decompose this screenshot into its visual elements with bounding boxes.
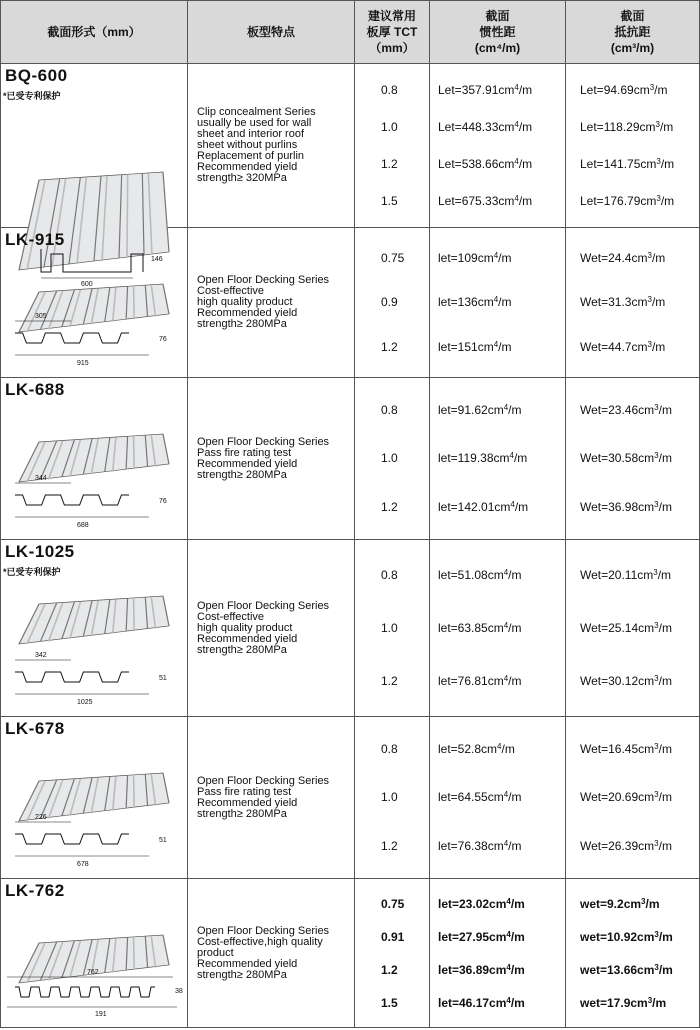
features-text: Open Floor Decking Series Cost-effective high quality product Recommended yield strength≥ 280MPa xyxy=(188,228,355,378)
thickness-value: 0.9 xyxy=(381,295,398,310)
features-text: Clip concealment Series usually be used for wall sheet and interior roof sheet without purlins Replacement of purlin Recommended yield strength≥ 320MPa xyxy=(188,64,355,228)
modulus-value: $wet=17.9cm^3/m$ xyxy=(580,995,667,1010)
product-row xyxy=(1,540,700,717)
header-inertia-l2: 惯性距 xyxy=(479,25,516,39)
product-row xyxy=(1,228,700,378)
profile-cell xyxy=(1,378,188,540)
dimension-label: 146 xyxy=(151,256,163,263)
thickness-value: 0.8 xyxy=(381,83,398,98)
dimension-label: 226 xyxy=(35,814,47,821)
profile-cell xyxy=(1,879,188,1028)
header-thickness-l1: 建议常用 xyxy=(367,9,416,23)
thickness-value: 1.0 xyxy=(381,451,398,466)
spec-table-body xyxy=(1,64,700,1028)
profile-cell xyxy=(1,540,188,717)
modulus-cell xyxy=(566,540,700,717)
inertia-value: $let=36.89cm^4/m$ xyxy=(438,962,525,977)
inertia-value: $Let=448.33cm^4/m$ xyxy=(438,120,533,135)
header-features: 板型特点 xyxy=(188,1,355,64)
modulus-value: $Let=176.79cm^3/m$ xyxy=(580,193,675,208)
modulus-value: $Wet=44.7cm^3/m$ xyxy=(580,339,666,354)
header-modulus-l3: (cm³/m) xyxy=(610,41,655,55)
modulus-cell xyxy=(566,717,700,879)
features-text: Open Floor Decking Series Pass fire rating test Recommended yield strength≥ 280MPa xyxy=(188,717,355,879)
thickness-value: 1.2 xyxy=(381,499,398,514)
thickness-value: 0.8 xyxy=(381,403,398,418)
dimension-label: 191 xyxy=(95,1011,107,1018)
modulus-cell xyxy=(566,228,700,378)
modulus-value: $Wet=16.45cm^3/m$ xyxy=(580,742,672,757)
modulus-value: $Wet=25.14cm^3/m$ xyxy=(580,620,672,635)
modulus-value: $Wet=26.39cm^3/m$ xyxy=(580,838,672,853)
inertia-value: $let=76.81cm^4/m$ xyxy=(438,674,522,689)
inertia-value: $let=142.01cm^4/m$ xyxy=(438,499,529,514)
dimension-label: 76 xyxy=(159,336,167,343)
modulus-value: $Wet=20.69cm^3/m$ xyxy=(580,790,672,805)
product-name: LK-688 xyxy=(5,380,65,399)
header-modulus xyxy=(566,1,700,64)
inertia-value: $let=46.17cm^4/m$ xyxy=(438,995,525,1010)
thickness-value: 1.5 xyxy=(381,193,398,208)
inertia-cell xyxy=(430,378,566,540)
modulus-value: $Wet=24.4cm^3/m$ xyxy=(580,251,666,266)
header-modulus-l2: 抵抗距 xyxy=(614,25,651,39)
thickness-value: 0.8 xyxy=(381,742,398,757)
inertia-cell xyxy=(430,879,566,1028)
modulus-cell xyxy=(566,879,700,1028)
dimension-label: 1025 xyxy=(77,699,93,706)
inertia-cell xyxy=(430,228,566,378)
header-inertia-l3: (cm⁴/m) xyxy=(474,41,521,55)
inertia-value: $let=151cm^4/m$ xyxy=(438,339,512,354)
product-row xyxy=(1,879,700,1028)
dimension-label: 305 xyxy=(35,313,47,320)
inertia-value: $let=27.95cm^4/m$ xyxy=(438,929,525,944)
modulus-cell xyxy=(566,64,700,228)
inertia-cell xyxy=(430,64,566,228)
inertia-value: $let=76.38cm^4/m$ xyxy=(438,838,522,853)
modulus-value: $Wet=31.3cm^3/m$ xyxy=(580,295,666,310)
patent-note: *已受专利保护 xyxy=(3,567,61,577)
thickness-value: 1.5 xyxy=(381,995,398,1010)
features-text: Open Floor Decking Series Cost-effective high quality product Recommended yield strength≥ 280MPa xyxy=(188,540,355,717)
dimension-label: 600 xyxy=(81,281,93,288)
thickness-value: 1.2 xyxy=(381,674,398,689)
inertia-value: $let=119.38cm^4/m$ xyxy=(438,451,528,466)
thickness-cell xyxy=(355,717,430,879)
product-name: LK-1025 xyxy=(5,542,75,561)
product-row xyxy=(1,717,700,879)
features-text: Open Floor Decking Series Cost-effective,high quality product Recommended yield strength≥ 280MPa xyxy=(188,879,355,1028)
inertia-value: $Let=538.66cm^4/m$ xyxy=(438,156,533,171)
dimension-label: 76 xyxy=(159,498,167,505)
thickness-cell xyxy=(355,64,430,228)
inertia-value: $let=109cm^4/m$ xyxy=(438,251,512,266)
modulus-value: $Wet=30.58cm^3/m$ xyxy=(580,451,672,466)
patent-note: *已受专利保护 xyxy=(3,91,61,101)
profile-cell xyxy=(1,717,188,879)
dimension-label: 51 xyxy=(159,675,167,682)
thickness-value: 0.91 xyxy=(381,929,405,944)
header-row xyxy=(1,1,700,64)
inertia-value: $Let=675.33cm^4/m$ xyxy=(438,193,533,208)
inertia-value: $Let=357.91cm^4/m$ xyxy=(438,83,533,98)
thickness-cell xyxy=(355,540,430,717)
inertia-value: $let=91.62cm^4/m$ xyxy=(438,403,522,418)
thickness-value: 1.2 xyxy=(381,156,398,171)
inertia-value: $let=63.85cm^4/m$ xyxy=(438,620,522,635)
modulus-value: $Wet=30.12cm^3/m$ xyxy=(580,674,672,689)
inertia-value: $let=136cm^4/m$ xyxy=(438,295,512,310)
thickness-value: 1.2 xyxy=(381,838,398,853)
modulus-value: $Wet=23.46cm^3/m$ xyxy=(580,403,672,418)
product-name: LK-915 xyxy=(5,230,65,249)
thickness-value: 1.0 xyxy=(381,120,398,135)
dimension-label: 762 xyxy=(87,969,99,976)
dimension-label: 678 xyxy=(77,861,89,868)
thickness-value: 0.75 xyxy=(381,896,405,911)
inertia-value: $let=52.8cm^4/m$ xyxy=(438,742,515,757)
thickness-value: 0.8 xyxy=(381,567,398,582)
thickness-value: 1.0 xyxy=(381,620,398,635)
thickness-value: 1.2 xyxy=(381,339,398,354)
dimension-label: 688 xyxy=(77,522,89,529)
dimension-label: 915 xyxy=(77,360,89,367)
dimension-label: 342 xyxy=(35,652,47,659)
modulus-cell xyxy=(566,378,700,540)
product-name: LK-762 xyxy=(5,881,65,900)
modulus-value: $Wet=36.98cm^3/m$ xyxy=(580,499,672,514)
modulus-value: $Let=118.29cm^3/m$ xyxy=(580,120,674,135)
modulus-value: $Let=94.69cm^3/m$ xyxy=(580,83,668,98)
inertia-value: $let=51.08cm^4/m$ xyxy=(438,567,522,582)
thickness-cell xyxy=(355,879,430,1028)
product-row xyxy=(1,378,700,540)
profile-drawing xyxy=(1,879,187,1027)
profile-drawing xyxy=(1,717,187,878)
product-name: LK-678 xyxy=(5,719,65,738)
profile-cell xyxy=(1,228,188,378)
thickness-cell xyxy=(355,228,430,378)
features-text: Open Floor Decking Series Pass fire rating test Recommended yield strength≥ 280MPa xyxy=(188,378,355,540)
profile-drawing xyxy=(1,378,187,539)
header-modulus-l1: 截面 xyxy=(620,9,645,23)
header-thickness-l2: 板厚 TCT xyxy=(366,25,418,39)
modulus-value: $Let=141.75cm^3/m$ xyxy=(580,156,675,171)
header-thickness-l3: （mm） xyxy=(369,41,415,55)
thickness-value: 1.0 xyxy=(381,790,398,805)
profile-drawing xyxy=(1,228,187,377)
dimension-label: 51 xyxy=(159,837,167,844)
dimension-label: 344 xyxy=(35,475,47,482)
header-inertia xyxy=(430,1,566,64)
product-row xyxy=(1,64,700,228)
inertia-cell xyxy=(430,717,566,879)
inertia-value: $let=64.55cm^4/m$ xyxy=(438,790,522,805)
header-inertia-l1: 截面 xyxy=(485,9,510,23)
header-section-form: 截面形式（mm） xyxy=(1,1,188,64)
product-name: BQ-600 xyxy=(5,66,68,85)
thickness-cell xyxy=(355,378,430,540)
inertia-cell xyxy=(430,540,566,717)
inertia-value: $let=23.02cm^4/m$ xyxy=(438,896,525,911)
dimension-label: 38 xyxy=(175,988,183,995)
thickness-value: 1.2 xyxy=(381,962,398,977)
thickness-value: 0.75 xyxy=(381,251,405,266)
modulus-value: $wet=13.66cm^3/m$ xyxy=(580,962,673,977)
header-thickness xyxy=(355,1,430,64)
modulus-value: $wet=10.92cm^3/m$ xyxy=(580,929,673,944)
modulus-value: $Wet=20.11cm^3/m$ xyxy=(580,567,672,582)
modulus-value: $wet=9.2cm^3/m$ xyxy=(580,896,660,911)
